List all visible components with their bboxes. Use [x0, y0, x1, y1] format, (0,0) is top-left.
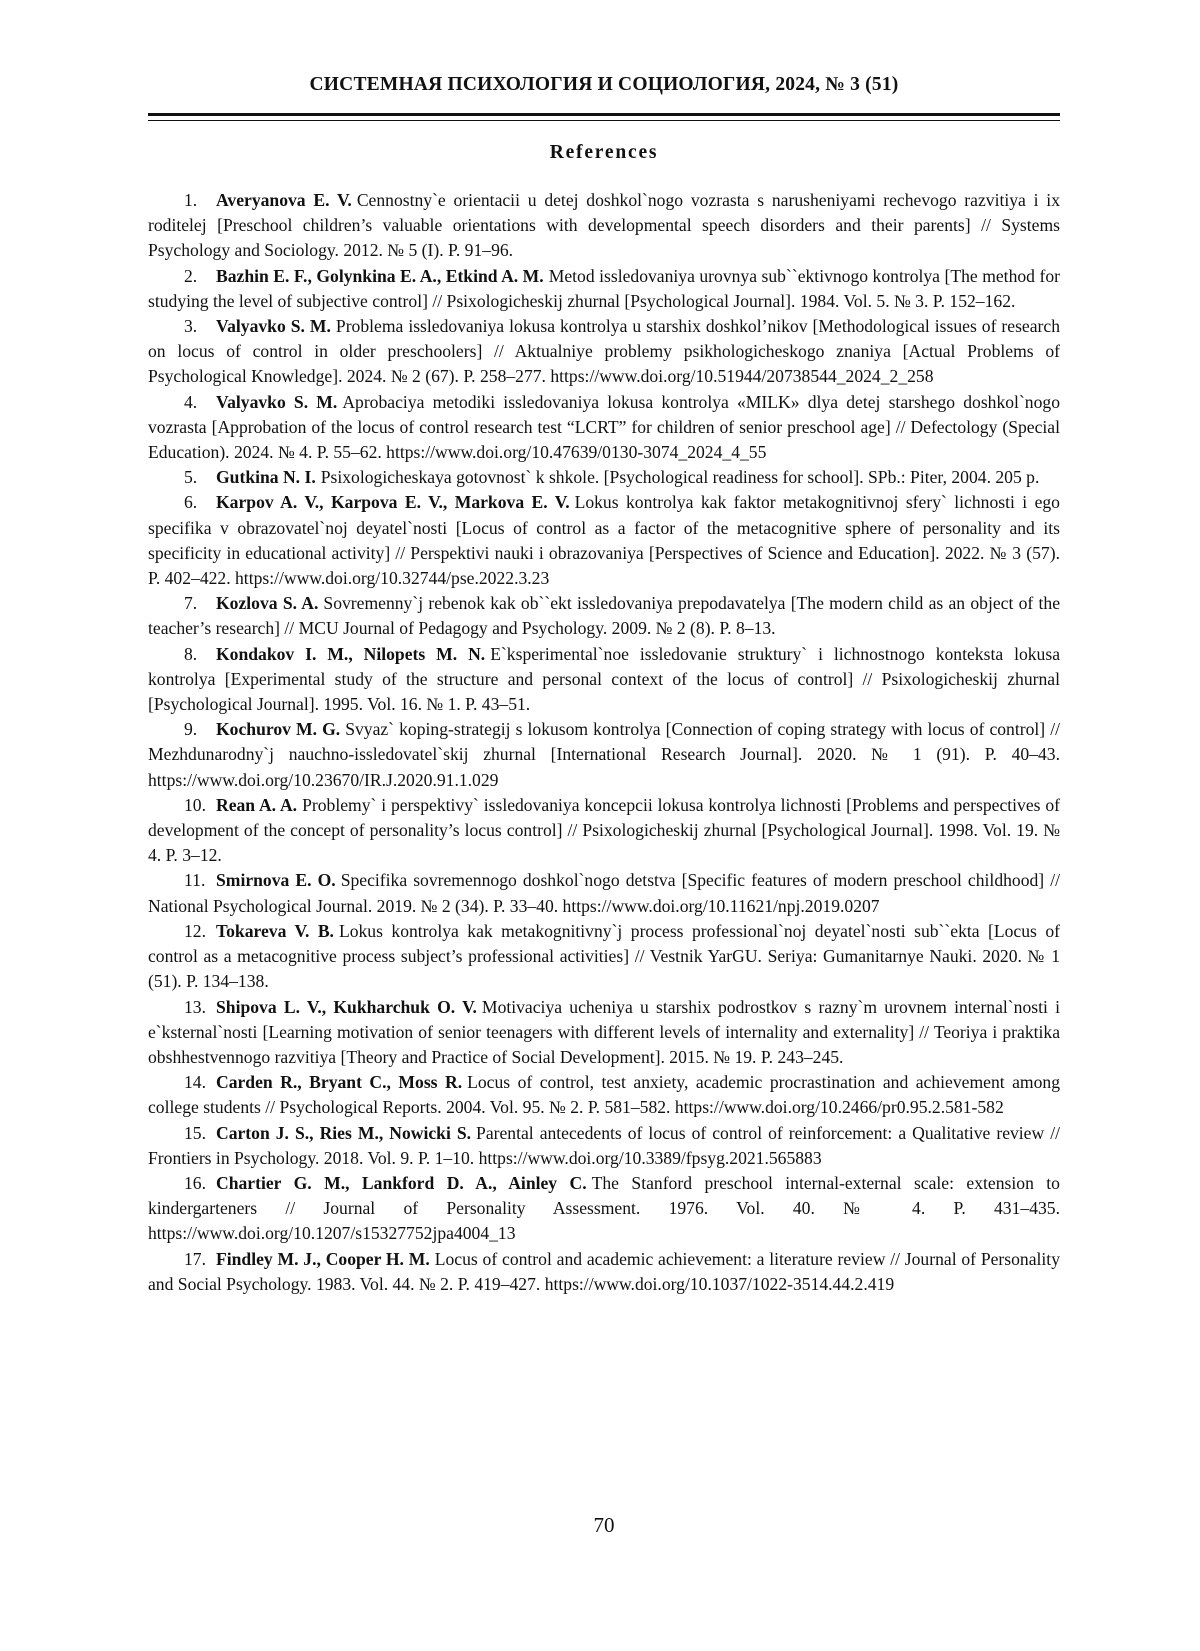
- reference-text: Lokus kontrolya kak faktor metakognitivnoj sfery` lichnosti i ego specifika v obrazovatel`noj deyatel`nosti [Locus of control as a factor of the metacognitive sphere of personality and its specificity in educational activity] // Perspektivi nauki i obrazovaniya [Perspectives of Science and Education]. 2022. № 3 (57). P. 402–422. https://www.doi.org/10.32744/pse.2022.3.23: [148, 492, 1060, 588]
- reference-number: 9.: [184, 717, 216, 742]
- reference-item: [148, 390, 1060, 466]
- reference-item: [148, 1070, 1060, 1120]
- reference-number: 14.: [184, 1070, 216, 1095]
- reference-authors: Shipova L. V., Kukharchuk O. V.: [216, 997, 477, 1017]
- reference-authors: Valyavko S. M.: [216, 392, 337, 412]
- reference-item: [148, 591, 1060, 641]
- reference-authors: Carden R., Bryant C., Moss R.: [216, 1072, 462, 1092]
- reference-item: [148, 465, 1060, 490]
- reference-authors: Gutkina N. I.: [216, 467, 316, 487]
- reference-number: 1.: [184, 188, 216, 213]
- reference-number: 8.: [184, 642, 216, 667]
- reference-item: [148, 717, 1060, 793]
- reference-item: [148, 642, 1060, 718]
- reference-text: Sovremenny`j rebenok kak ob``ekt issledovaniya prepodavatelya [The modern child as an object of the teacher’s research] // MCU Journal of Pedagogy and Psychology. 2009. № 2 (8). P. 8–13.: [148, 593, 1060, 638]
- reference-number: 7.: [184, 591, 216, 616]
- reference-item: [148, 1171, 1060, 1247]
- reference-item: [148, 919, 1060, 995]
- reference-authors: Findley M. J., Cooper H. M.: [216, 1249, 430, 1269]
- reference-item: [148, 490, 1060, 591]
- reference-authors: Kozlova S. A.: [216, 593, 318, 613]
- reference-number: 2.: [184, 264, 216, 289]
- reference-text: Parental antecedents of locus of control of reinforcement: a Qualitative review // Frontiers in Psychology. 2018. Vol. 9. P. 1–10. https://www.doi.org/10.3389/fpsyg.2021.565883: [148, 1123, 1060, 1168]
- reference-item: [148, 1247, 1060, 1297]
- reference-text: Specifika sovremennogo doshkol`nogo detstva [Specific features of modern preschool childhood] // National Psychological Journal. 2019. № 2 (34). P. 33–40. https://www.doi.org/10.11621/npj.2019.0207: [148, 870, 1060, 915]
- reference-authors: Valyavko S. M.: [216, 316, 331, 336]
- reference-item: [148, 793, 1060, 869]
- reference-item: [148, 264, 1060, 314]
- reference-text: Problema issledovaniya lokusa kontrolya u starshix doshkol’nikov [Methodological issues of research on locus of control in older preschoolers] // Aktualniye problemy psikhologicheskogo znaniya [Actual Problems of Psychological Knowledge]. 2024. № 2 (67). P. 258–277. https://www.doi.org/10.51944/20738544_2024_2_258: [148, 316, 1060, 386]
- section-title: References: [148, 142, 1060, 164]
- reference-number: 3.: [184, 314, 216, 339]
- reference-authors: Kochurov M. G.: [216, 719, 340, 739]
- reference-text: Cennostny`e orientacii u detej doshkol`nogo vozrasta s narusheniyami rechevogo razvitiya i ix roditelej [Preschool children’s valuable orientations with developmental speech disorders and their parents] // Systems Psychology and Sociology. 2012. № 5 (I). P. 91–96.: [148, 190, 1060, 260]
- reference-authors: Bazhin E. F., Golynkina E. A., Etkind A. M.: [216, 266, 544, 286]
- reference-text: Metod issledovaniya urovnya sub``ektivnogo kontrolya [The method for studying the level of subjective control] // Psixologicheskij zhurnal [Psychological Journal]. 1984. Vol. 5. № 3. P. 152–162.: [148, 266, 1060, 311]
- reference-number: 17.: [184, 1247, 216, 1272]
- reference-authors: Rean A. A.: [216, 795, 297, 815]
- reference-authors: Averyanova E. V.: [216, 190, 352, 210]
- reference-text: The Stanford preschool internal-external scale: extension to kindergarteners // Journal of Personality Assessment. 1976. Vol. 40. № 4. P. 431–435. https://www.doi.org/10.1207/s15327752jpa4004_13: [148, 1173, 1060, 1243]
- reference-text: Problemy` i perspektivy` issledovaniya koncepcii lokusa kontrolya lichnosti [Problems and perspectives of development of the concept of personality’s locus control] // Psixologicheskij zhurnal [Psychological Journal]. 1998. Vol. 19. № 4. P. 3–12.: [148, 795, 1060, 865]
- reference-number: 11.: [184, 868, 216, 893]
- reference-number: 6.: [184, 490, 216, 515]
- reference-authors: Carton J. S., Ries M., Nowicki S.: [216, 1123, 471, 1143]
- reference-number: 10.: [184, 793, 216, 818]
- document-page: [0, 0, 1200, 1651]
- reference-authors: Tokareva V. B.: [216, 921, 334, 941]
- reference-authors: Chartier G. M., Lankford D. A., Ainley C.: [216, 1173, 587, 1193]
- reference-item: [148, 314, 1060, 390]
- header-rule-thick: [148, 113, 1060, 116]
- reference-number: 15.: [184, 1121, 216, 1146]
- reference-number: 13.: [184, 995, 216, 1020]
- reference-text: Psixologicheskaya gotovnost` k shkole. [Psychological readiness for school]. SPb.: Piter, 2004. 205 p.: [321, 467, 1040, 487]
- reference-authors: Kondakov I. M., Nilopets M. N.: [216, 644, 485, 664]
- reference-number: 4.: [184, 390, 216, 415]
- reference-text: Motivaciya ucheniya u starshix podrostkov s razny`m urovnem internal`nosti i e`ksternal`nosti [Learning motivation of senior teenagers with different levels of internality and externality] // Teoriya i praktika obshhestvennogo razvitiya [Theory and Practice of Social Development]. 2015. № 19. P. 243–245.: [148, 997, 1060, 1067]
- reference-text: Lokus kontrolya kak metakognitivny`j process professional`noj deyatel`nosti sub``ekta [Locus of control as a metacognitive process subject’s professional activities] // Vestnik YarGU. Seriya: Gumanitarnye Nauki. 2020. № 1 (51). P. 134–138.: [148, 921, 1060, 991]
- reference-text: E`ksperimental`noe issledovanie struktury` i lichnostnogo konteksta lokusa kontrolya [Experimental study of the structure and personal context of the locus of control] // Psixologicheskij zhurnal [Psychological Journal]. 1995. Vol. 16. № 1. P. 43–51.: [148, 644, 1060, 714]
- reference-authors: Karpov A. V., Karpova E. V., Markova E. V.: [216, 492, 570, 512]
- reference-item: [148, 995, 1060, 1071]
- reference-text: Locus of control, test anxiety, academic procrastination and achievement among college students // Psychological Reports. 2004. Vol. 95. № 2. P. 581–582. https://www.doi.org/10.2466/pr0.95.2.581-582: [148, 1072, 1060, 1117]
- reference-text: Locus of control and academic achievement: a literature review // Journal of Personality and Social Psychology. 1983. Vol. 44. № 2. P. 419–427. https://www.doi.org/10.1037/1022-3514.44.2.419: [148, 1249, 1060, 1294]
- reference-item: [148, 868, 1060, 918]
- reference-text: Svyaz` koping-strategij s lokusom kontrolya [Connection of coping strategy with locus of control] // Mezhdunarodny`j nauchno-issledovatel`skij zhurnal [International Research Journal]. 2020. № 1 (91). P. 40–43. https://www.doi.org/10.23670/IR.J.2020.91.1.029: [148, 719, 1060, 789]
- page-number: 70: [148, 1513, 1060, 1538]
- references-list: [148, 188, 1060, 1297]
- reference-number: 16.: [184, 1171, 216, 1196]
- reference-authors: Smirnova E. O.: [216, 870, 336, 890]
- journal-header: СИСТЕМНАЯ ПСИХОЛОГИЯ И СОЦИОЛОГИЯ, 2024, № 3 (51): [148, 74, 1060, 96]
- header-rule-thin: [148, 120, 1060, 121]
- reference-number: 12.: [184, 919, 216, 944]
- reference-item: [148, 1121, 1060, 1171]
- reference-text: Aprobaciya metodiki issledovaniya lokusa kontrolya «MILK» dlya detej starshego doshkol`nogo vozrasta [Approbation of the locus of control research test “LCRT” for children of senior preschool age] // Defectology (Special Education). 2024. № 4. P. 55–62. https://www.doi.org/10.47639/0130-3074_2024_4_55: [148, 392, 1060, 462]
- reference-item: [148, 188, 1060, 264]
- reference-number: 5.: [184, 465, 216, 490]
